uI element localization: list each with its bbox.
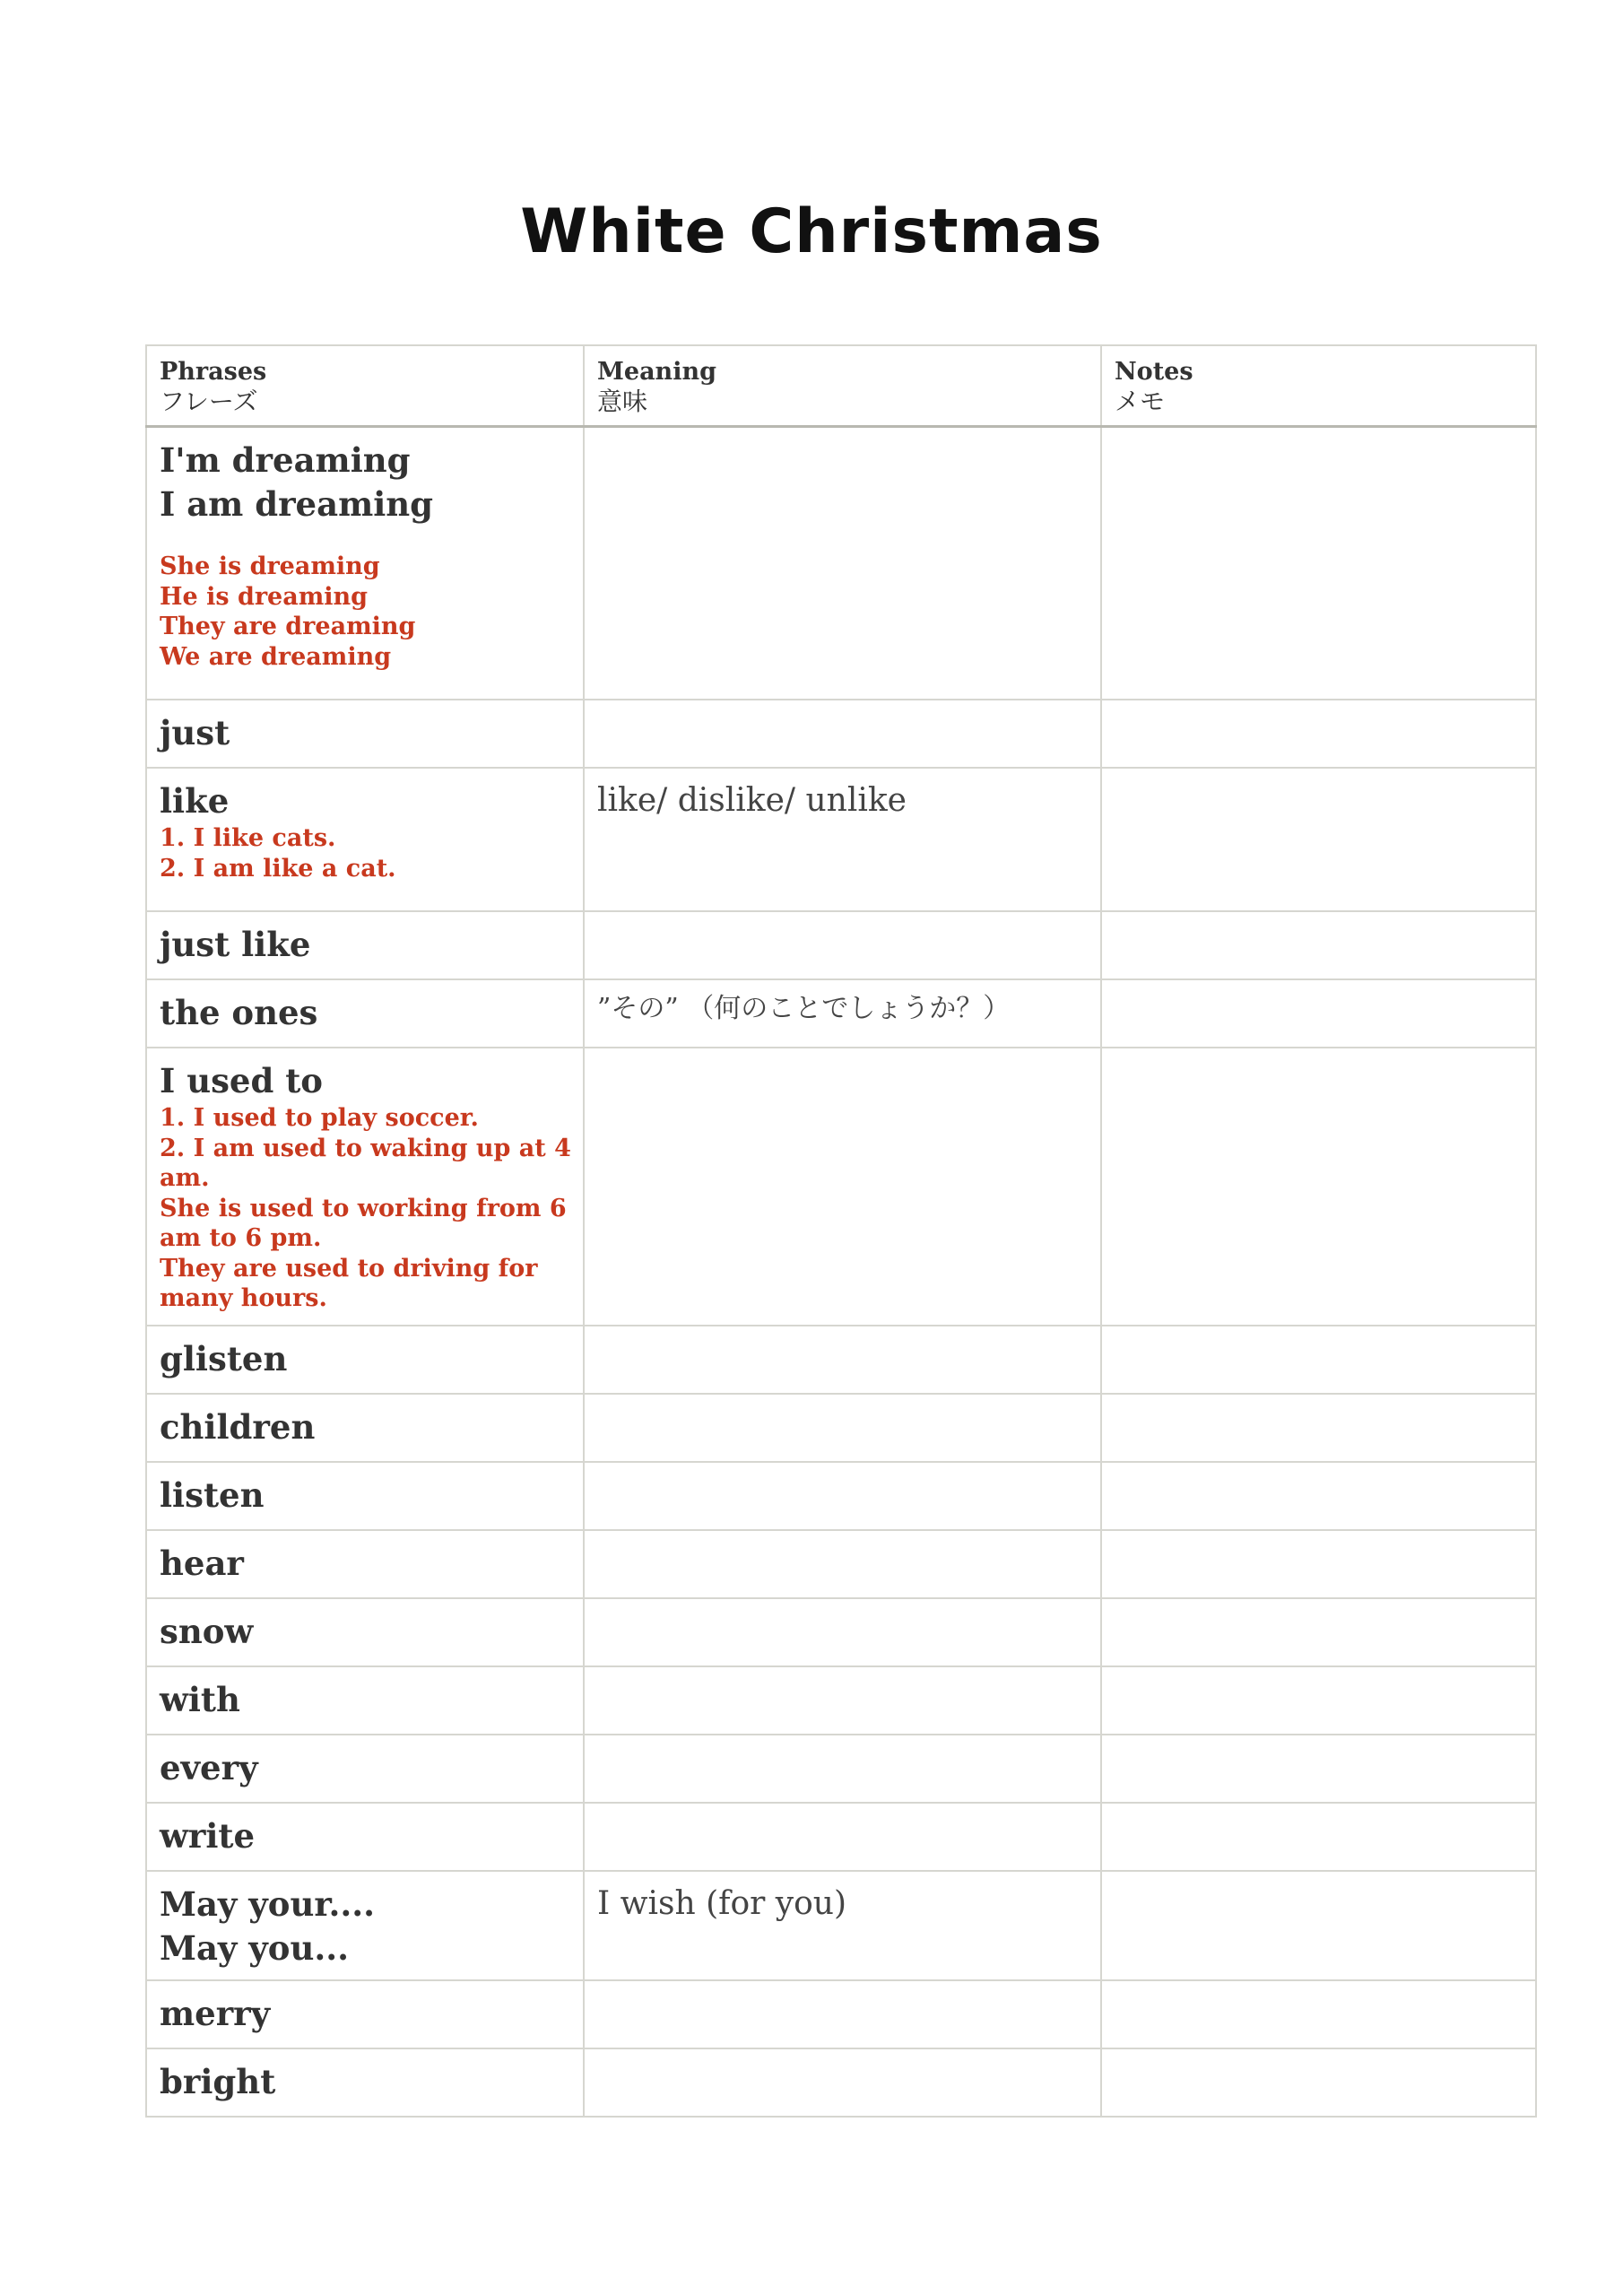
phrase-text: snow: [160, 1612, 254, 1651]
meaning-cell[interactable]: [584, 427, 1101, 700]
notes-cell[interactable]: [1101, 1666, 1536, 1735]
notes-cell[interactable]: [1101, 427, 1536, 700]
table-row: [146, 1394, 1536, 1462]
example-list: [160, 823, 572, 883]
notes-cell[interactable]: [1101, 1530, 1536, 1598]
phrase-cell: [146, 1394, 584, 1462]
phrase-cell: [146, 1530, 584, 1598]
phrase-text: just: [160, 713, 230, 752]
phrase-text: I used to: [160, 1061, 323, 1100]
notes-cell[interactable]: [1101, 768, 1536, 911]
table-row: [146, 1462, 1536, 1530]
phrase-text: I am dreaming: [160, 484, 434, 524]
phrase-cell: [146, 427, 584, 700]
phrase-cell: [146, 1735, 584, 1803]
example-sentence: She is used to working from 6 am to 6 pm.: [160, 1194, 567, 1252]
phrase-text: I'm dreaming: [160, 440, 411, 480]
meaning-cell[interactable]: [584, 1530, 1101, 1598]
table-row: [146, 427, 1536, 700]
example-sentence: 1. I like cats.: [160, 824, 336, 852]
notes-cell[interactable]: [1101, 1326, 1536, 1394]
notes-cell[interactable]: [1101, 979, 1536, 1048]
notes-cell[interactable]: [1101, 1871, 1536, 1980]
table-row: [146, 1871, 1536, 1980]
notes-cell[interactable]: [1101, 1803, 1536, 1871]
phrase-cell: [146, 700, 584, 768]
example-list: [160, 1103, 572, 1314]
notes-cell[interactable]: [1101, 700, 1536, 768]
table-row: [146, 1048, 1536, 1326]
header-notes-jp: メモ: [1115, 387, 1166, 416]
phrase-cell: [146, 2048, 584, 2117]
header-notes-label: Notes: [1115, 358, 1193, 386]
notes-cell[interactable]: [1101, 1980, 1536, 2048]
table-row: [146, 1980, 1536, 2048]
meaning-text: I wish (for you): [597, 1885, 847, 1922]
header-phrases-jp: フレーズ: [160, 387, 258, 416]
table-row: [146, 1598, 1536, 1666]
meaning-cell[interactable]: [584, 1462, 1101, 1530]
meaning-cell[interactable]: [584, 700, 1101, 768]
phrase-text: like: [160, 781, 230, 821]
meaning-cell[interactable]: [584, 1598, 1101, 1666]
header-meaning-jp: 意味: [597, 387, 648, 416]
table-row: [146, 911, 1536, 979]
notes-cell[interactable]: [1101, 2048, 1536, 2117]
header-phrases: [146, 345, 584, 427]
notes-cell[interactable]: [1101, 1462, 1536, 1530]
phrase-text: children: [160, 1407, 316, 1447]
meaning-cell[interactable]: [584, 1980, 1101, 2048]
meaning-cell[interactable]: [584, 1326, 1101, 1394]
meaning-cell[interactable]: [584, 1666, 1101, 1735]
meaning-cell[interactable]: [584, 1048, 1101, 1326]
phrase-text: every: [160, 1748, 258, 1787]
phrase-text: just like: [160, 925, 311, 964]
header-meaning: [584, 345, 1101, 427]
table-row: [146, 768, 1536, 911]
phrase-cell: [146, 1048, 584, 1326]
page-title: White Christmas: [520, 196, 1103, 267]
phrase-cell: [146, 1980, 584, 2048]
phrase-cell: [146, 1666, 584, 1735]
table-row: [146, 1803, 1536, 1871]
meaning-cell[interactable]: [584, 1735, 1101, 1803]
notes-cell[interactable]: [1101, 1394, 1536, 1462]
phrase-cell: [146, 1598, 584, 1666]
header-notes: [1101, 345, 1536, 427]
meaning-text: ”その” （何のことでしょうか？）: [597, 993, 1011, 1024]
phrase-text: the ones: [160, 993, 318, 1032]
table-row: [146, 700, 1536, 768]
table-row: [146, 979, 1536, 1048]
meaning-cell[interactable]: [584, 1803, 1101, 1871]
phrase-cell: [146, 1462, 584, 1530]
phrase-cell: [146, 979, 584, 1048]
phrase-text: listen: [160, 1475, 265, 1515]
phrase-text: with: [160, 1680, 240, 1719]
example-sentence: 1. I used to play soccer.: [160, 1104, 479, 1132]
phrase-cell: [146, 1803, 584, 1871]
meaning-cell[interactable]: [584, 1394, 1101, 1462]
table-row: [146, 1326, 1536, 1394]
example-sentence: 2. I am used to waking up at 4 am.: [160, 1134, 571, 1192]
example-sentence: They are used to driving for many hours.: [160, 1254, 538, 1312]
phrase-text: May your....: [160, 1884, 376, 1924]
phrase-cell: [146, 1871, 584, 1980]
notes-cell[interactable]: [1101, 1048, 1536, 1326]
example-sentence: We are dreaming: [160, 642, 392, 671]
meaning-cell[interactable]: [584, 1871, 1101, 1980]
phrase-text: bright: [160, 2062, 276, 2101]
header-phrases-label: Phrases: [160, 358, 267, 386]
phrase-cell: [146, 911, 584, 979]
phrase-text: write: [160, 1816, 256, 1856]
table-row: [146, 1735, 1536, 1803]
phrase-cell: [146, 768, 584, 911]
phrase-text: May you...: [160, 1928, 350, 1968]
example-sentence: They are dreaming: [160, 613, 416, 640]
meaning-text: like/ dislike/ unlike: [597, 782, 907, 819]
table-row: [146, 1666, 1536, 1735]
table-row: [146, 1530, 1536, 1598]
meaning-cell[interactable]: [584, 2048, 1101, 2117]
header-meaning-label: Meaning: [597, 358, 716, 386]
notes-cell[interactable]: [1101, 1598, 1536, 1666]
table-header-row: [146, 345, 1536, 427]
meaning-cell[interactable]: [584, 911, 1101, 979]
example-sentence: 2. I am like a cat.: [160, 854, 396, 883]
meaning-cell[interactable]: [584, 768, 1101, 911]
example-list: [160, 552, 572, 672]
phrase-cell: [146, 1326, 584, 1394]
meaning-cell[interactable]: [584, 979, 1101, 1048]
table-row: [146, 2048, 1536, 2117]
phrase-text: hear: [160, 1544, 244, 1583]
vocabulary-table: [145, 344, 1537, 2118]
example-sentence: She is dreaming: [160, 552, 380, 580]
phrase-text: merry: [160, 1994, 271, 2033]
phrase-text: glisten: [160, 1339, 288, 1378]
notes-cell[interactable]: [1101, 1735, 1536, 1803]
example-sentence: He is dreaming: [160, 582, 369, 611]
notes-cell[interactable]: [1101, 911, 1536, 979]
